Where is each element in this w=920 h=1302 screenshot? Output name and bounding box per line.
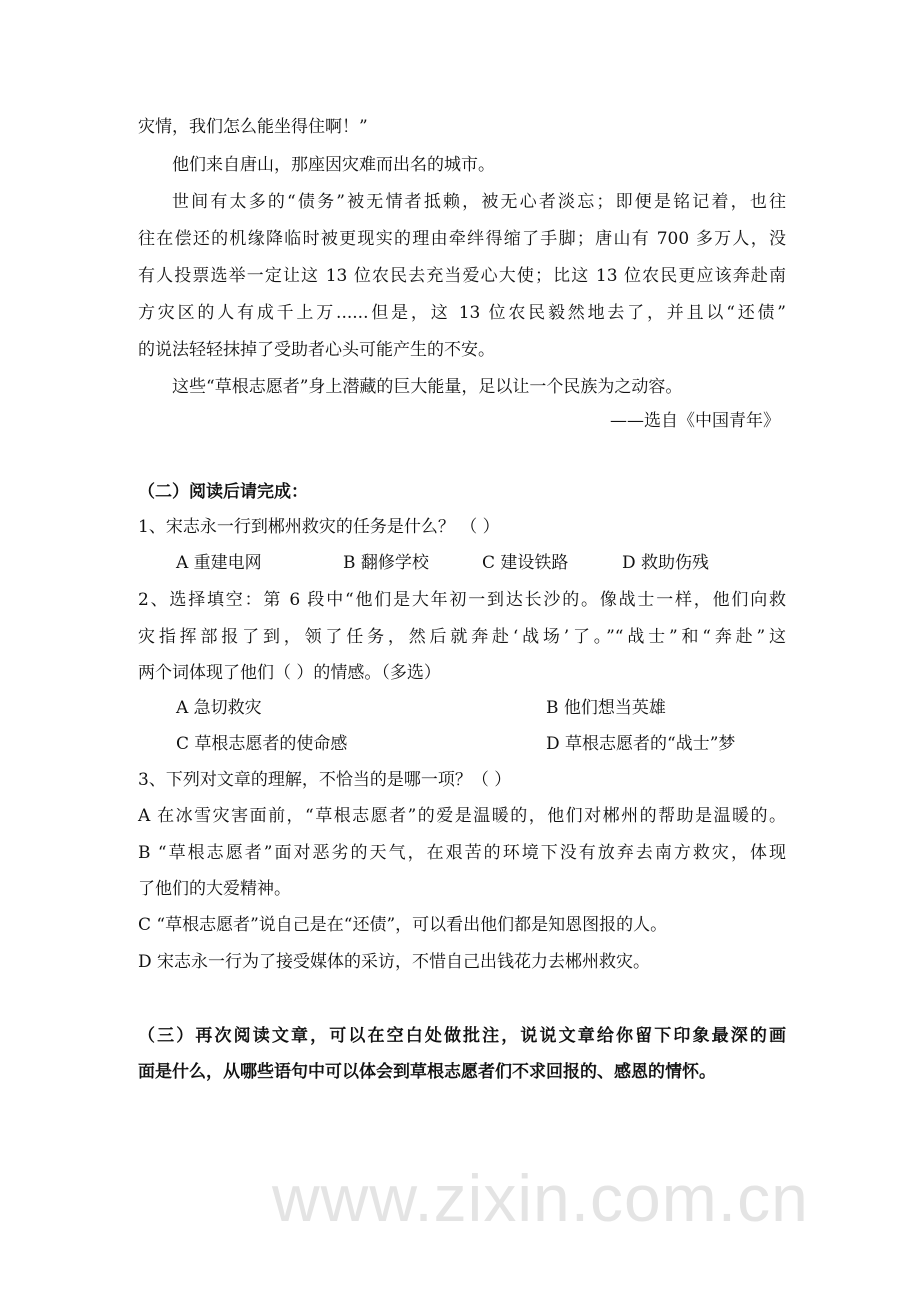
watermark: www.zixin.com.cn: [272, 1161, 809, 1235]
q2-option-b: B 他们想当英雄: [546, 698, 666, 718]
q1-option-b: B 翻修学校: [343, 553, 429, 573]
question-2-line: 两个词体现了他们（ ）的情感。（多选）: [138, 663, 441, 683]
section3-line: （三）再次阅读文章，可以在空白处做批注，说说文章给你留下印象最深的画: [138, 1026, 786, 1046]
passage-line: 方灾区的人有成千上万......但是，这 13 位农民毅然地去了，并且以“还债”: [138, 303, 786, 323]
q1-option-c: C 建设铁路: [482, 553, 569, 573]
section3-line: 面是什么，从哪些语句中可以体会到草根志愿者们不求回报的、感恩的情怀。: [138, 1062, 716, 1082]
q2-option-c: C 草根志愿者的使命感: [176, 734, 348, 754]
passage-source: ——选自《中国青年》: [610, 411, 780, 431]
q3-option-a: A 在冰雪灾害面前，“草根志愿者”的爱是温暖的，他们对郴州的帮助是温暖的。: [138, 806, 786, 826]
q2-option-d: D 草根志愿者的“战士”梦: [546, 734, 736, 754]
q3-option-c: C “草根志愿者”说自己是在“还债”，可以看出他们都是知恩图报的人。: [138, 915, 668, 935]
q3-option-b: B “草根志愿者”面对恶劣的天气，在艰苦的环境下没有放弃去南方救灾，体现: [138, 843, 786, 863]
section2-heading: （二）阅读后请完成：: [138, 482, 308, 502]
passage-line: 往在偿还的机缘降临时被更现实的理由牵绊得缩了手脚；唐山有 700 多万人，没: [138, 229, 786, 249]
q1-option-a: A 重建电网: [176, 553, 262, 573]
passage-line: 的说法轻轻抹掉了受助者心头可能产生的不安。: [138, 340, 495, 360]
question-2-line: 2、选择填空：第 6 段中“他们是大年初一到达长沙的。像战士一样，他们向救: [138, 590, 786, 610]
passage-line: 这些“草根志愿者”身上潜藏的巨大能量，足以让一个民族为之动容。: [172, 377, 683, 397]
question-3: 3、下列对文章的理解，不恰当的是哪一项？（ ）: [138, 770, 512, 790]
passage-line: 世间有太多的“债务”被无情者抵赖，被无心者淡忘；即便是铭记着，也往: [172, 192, 786, 212]
question-2-line: 灾指挥部报了到，领了任务，然后就奔赴‘战场’了。”“战士”和“奔赴”这: [138, 627, 786, 647]
q2-option-a: A 急切救灾: [176, 698, 262, 718]
passage-line: 他们来自唐山，那座因灾难而出名的城市。: [172, 155, 495, 175]
q3-option-b-cont: 了他们的大爱精神。: [138, 879, 291, 899]
passage-line: 有人投票选举一定让这 13 位农民去充当爱心大使；比这 13 位农民更应该奔赴南: [138, 266, 786, 286]
question-1: 1、宋志永一行到郴州救灾的任务是什么？ （ ）: [138, 517, 500, 537]
passage-line: 灾情，我们怎么能坐得住啊！”: [138, 117, 368, 137]
q3-option-d: D 宋志永一行为了接受媒体的采访，不惜自己出钱花力去郴州救灾。: [138, 952, 651, 972]
q1-option-d: D 救助伤残: [622, 553, 710, 573]
